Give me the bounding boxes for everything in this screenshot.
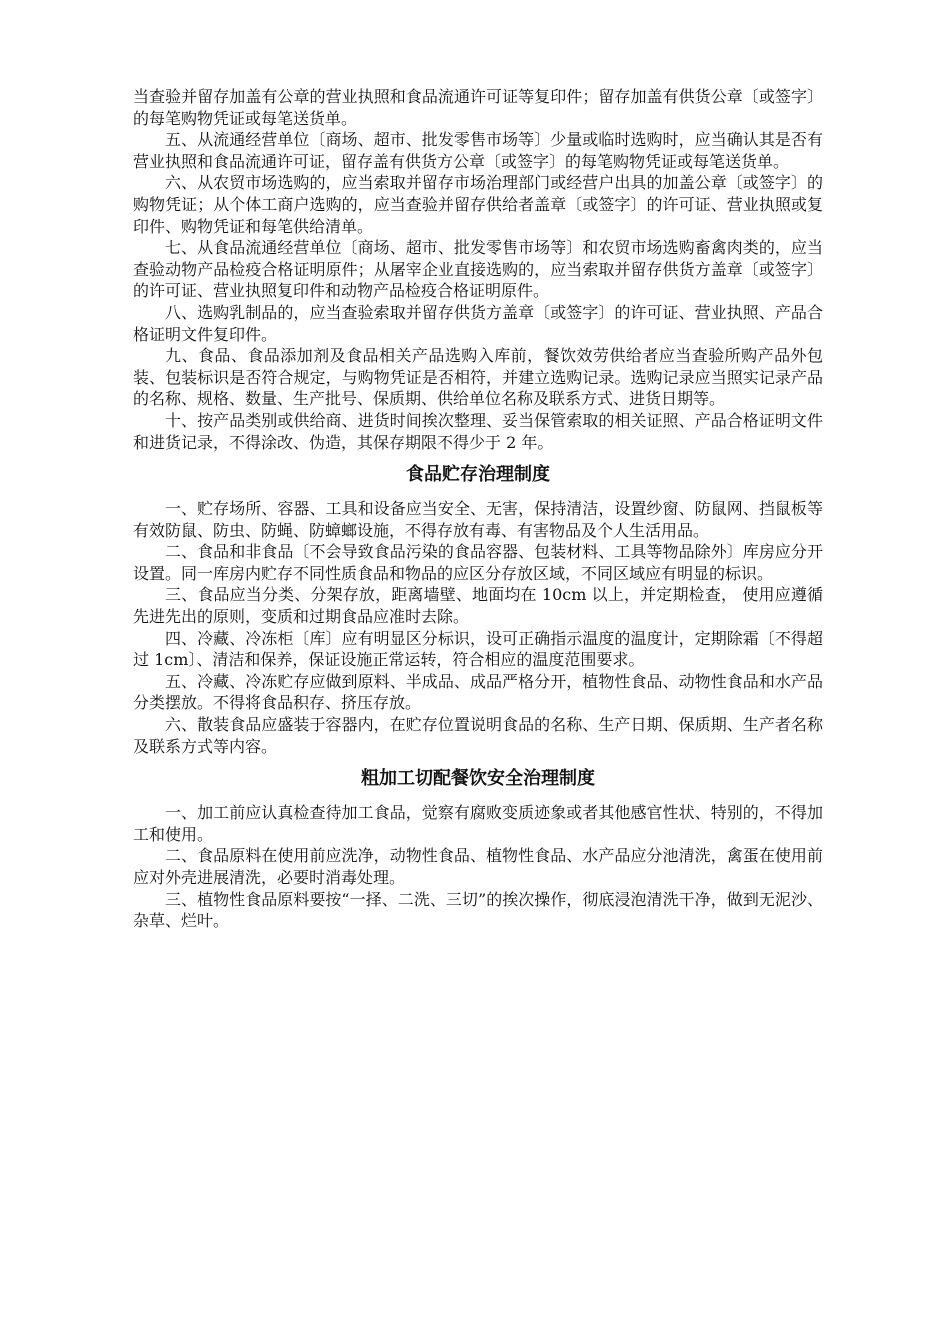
paragraph-item-5: 五、从流通经营单位〔商场、超市、批发零售市场等〕少量或临时选购时，应当确认其是否有营业执照和食品流通许可证，留存盖有供货方公章〔或签字〕的每笔购物凭证或每笔送货单。 (133, 130, 823, 171)
section-processing (133, 765, 823, 932)
paragraph-item-9: 九、食品、食品添加剂及食品相关产品选购入库前，餐饮效劳供给者应当查验所购产品外包装、包装标识是否符合规定，与购物凭证是否相符，并建立选购记录。选购记录应当照实记录产品的名称、规格、数量、生产批号、保质期、供给单位名称及联系方式、进货日期等。 (133, 346, 823, 409)
paragraph-item-7: 七、从食品流通经营单位〔商场、超市、批发零售市场等〕和农贸市场选购畜禽肉类的，应当查验动物产品检疫合格证明原件；从屠宰企业直接选购的，应当索取并留存供货方盖章〔或签字〕的许可证、营业执照复印件和动物产品检疫合格证明原件。 (133, 238, 823, 301)
paragraph-item-1: 一、加工前应认真检查待加工食品，觉察有腐败变质迹象或者其他感官性状、特别的，不得加工和使用。 (133, 803, 823, 844)
paragraph-item-10: 十、按产品类别或供给商、进货时间挨次整理、妥当保管索取的相关证照、产品合格证明文件和进货记录，不得涂改、伪造，其保存期限不得少于 2 年。 (133, 410, 823, 452)
document-page (133, 86, 823, 932)
paragraph-item-6: 六、散装食品应盛装于容器内，在贮存位置说明食品的名称、生产日期、保质期、生产者名称及联系方式等内容。 (133, 715, 823, 756)
paragraph-item-6: 六、从农贸市场选购的，应当索取并留存市场治理部门或经营户出具的加盖公章〔或签字〕的购物凭证；从个体工商户选购的，应当查验并留存供给者盖章〔或签字〕的许可证、营业执照或复印件、购物凭证和每笔供给清单。 (133, 173, 823, 236)
paragraph-item-2: 二、食品原料在使用前应洗净，动物性食品、植物性食品、水产品应分池清洗，禽蛋在使用前应对外壳进展清洗，必要时消毒处理。 (133, 846, 823, 887)
section-storage (133, 461, 823, 757)
section-purchasing (133, 86, 823, 453)
paragraph-item-5: 五、冷藏、冷冻贮存应做到原料、半成品、成品严格分开，植物性食品、动物性食品和水产品分类摆放。不得将食品积存、挤压存放。 (133, 671, 823, 713)
section-title-processing: 粗加工切配餐饮安全治理制度 (361, 768, 595, 790)
paragraph-item-3: 三、食品应当分类、分架存放，距离墙壁、地面均在 10cm 以上，并定期检查， 使用应遵循先进先出的原则，变质和过期食品应准时去除。 (133, 585, 823, 627)
paragraph-item-8: 八、选购乳制品的，应当查验索取并留存供货方盖章〔或签字〕的许可证、营业执照、产品合格证明文件复印件。 (133, 302, 823, 344)
paragraph-item-4: 四、冷藏、冷冻柜〔库〕应有明显区分标识，设可正确指示温度的温度计，定期除霜〔不得超过 1cm〕、清洁和保养，保证设施正常运转，符合相应的温度范围要求。 (133, 628, 823, 670)
paragraph-item-3: 三、植物性食品原料要按“一择、二洗、三切”的挨次操作，彻底浸泡清洗干净，做到无泥沙、杂草、烂叶。 (133, 889, 823, 931)
paragraph-continued: 当查验并留存加盖有公章的营业执照和食品流通许可证等复印件；留存加盖有供货公章〔或签字〕的每笔购物凭证或每笔送货单。 (133, 87, 823, 128)
paragraph-item-2: 二、食品和非食品〔不会导致食品污染的食品容器、包装材料、工具等物品除外〕库房应分开设置。同一库房内贮存不同性质食品和物品的应区分存放区域，不同区域应有明显的标识。 (133, 542, 823, 583)
section-title-storage: 食品贮存治理制度 (406, 464, 550, 486)
paragraph-item-1: 一、贮存场所、容器、工具和设备应当安全、无害，保持清洁，设置纱窗、防鼠网、挡鼠板等有效防鼠、防虫、防蝇、防蟑螂设施，不得存放有毒、有害物品及个人生活用品。 (133, 499, 823, 540)
